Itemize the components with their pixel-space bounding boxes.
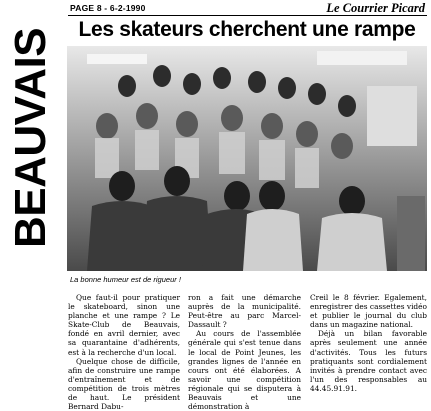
article-column-1 xyxy=(68,293,180,411)
page-info: PAGE 8 - 6-2-1990 xyxy=(70,3,146,13)
paragraph: Au cours de l'assemblée générale qui s'est tenue dans le local de Point Jeunes, les grandes lignes de l'année en cours ont été élaborées. A savoir une compétition régionale qui se disputera à Beauvais et une démonstration à xyxy=(188,329,301,411)
group-photo xyxy=(67,46,427,271)
paragraph: ron a fait une démarche auprès de la municipalité. Peut-être au parc Marcel-Dassault ? xyxy=(188,293,301,330)
photo-caption: La bonne humeur est de rigueur ! xyxy=(70,275,181,284)
paragraph: Creil le 8 février. Egalement, enregistrer des cassettes vidéo et publier le journal du club dans un magazine national. xyxy=(310,293,427,330)
article-column-3 xyxy=(310,293,427,393)
paragraph: Déjà un bilan favorable après seulement une année d'activités. Tous les futurs pratiquants sont cordialement invités à prendre contact avec l'un des responsables au 44.45.91.91. xyxy=(310,329,427,393)
header-rule xyxy=(68,15,427,16)
side-banner xyxy=(0,0,62,276)
article-column-2 xyxy=(188,293,301,411)
group-photo-illustration xyxy=(67,46,427,271)
city-banner-text: BEAUVAIS xyxy=(6,27,55,249)
paragraph: Quelque chose de difficile, afin de construire une rampe d'entraînement et de compétition de trois mètres de haut. Le président Bernard Dabu- xyxy=(68,356,180,411)
paragraph: Que faut-il pour pratiquer le skateboard, sinon une planche et une rampe ? Le Skate-Club de Beauvais, fondé en avril dernier, avec sa quarantaine d'adhérents, est à la recherche d'un local. xyxy=(68,293,180,357)
newspaper-name: Le Courrier Picard xyxy=(326,1,425,15)
headline: Les skateurs cherchent une rampe xyxy=(78,18,416,41)
